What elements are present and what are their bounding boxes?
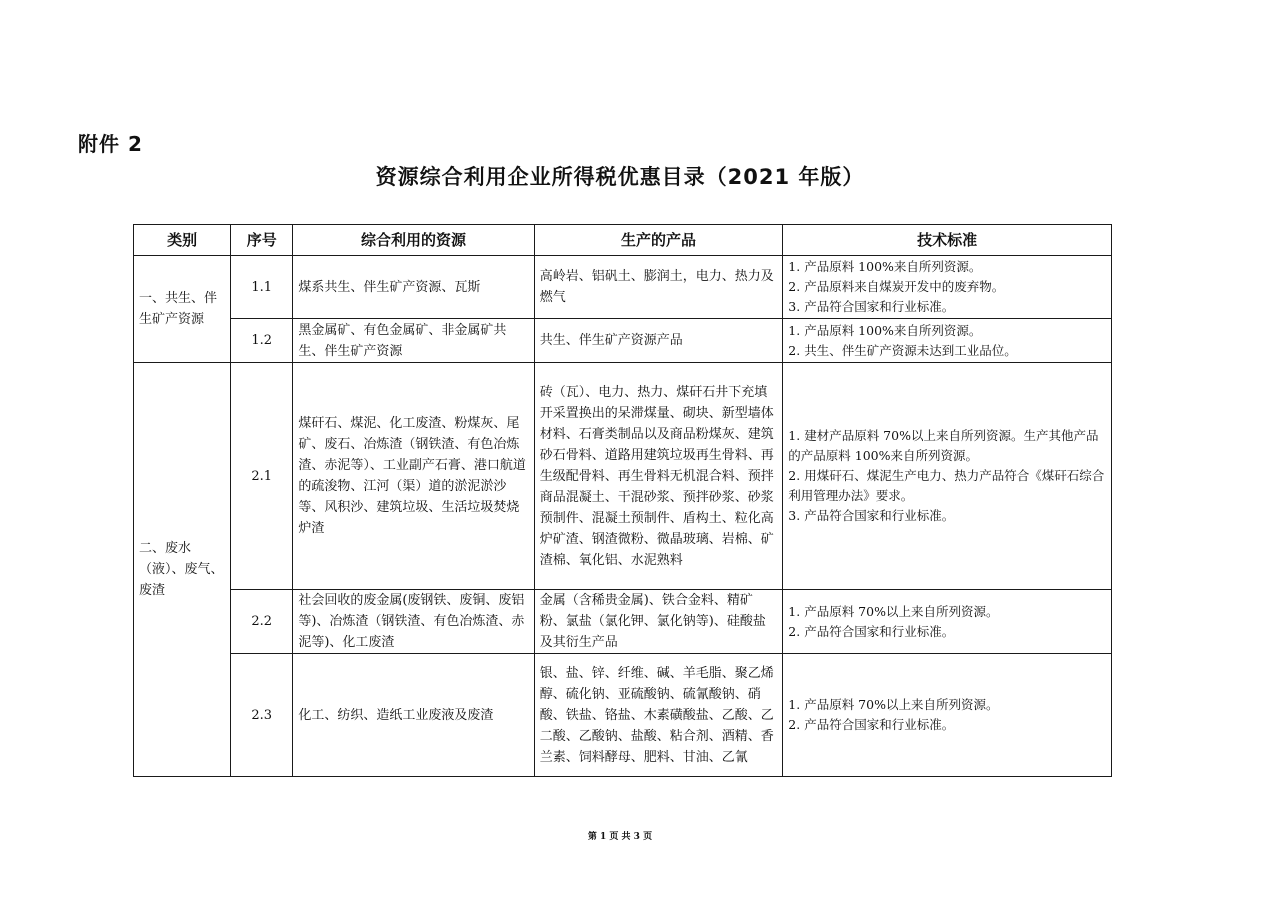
header-seq: 序号 [231,225,293,256]
products-cell: 金属（含稀贵金属)、铁合金料、精矿粉、氯盐（氯化钾、氯化钠等)、硅酸盐及其衍生产品 [534,590,783,654]
standard-line: 2. 用煤矸石、煤泥生产电力、热力产品符合《煤矸石综合利用管理办法》要求。 [788,468,1105,503]
seq-cell: 1.1 [231,256,293,319]
document-title: 资源综合利用企业所得税优惠目录（2021 年版） [375,165,865,189]
attachment-label: 附件 2 [78,132,143,156]
header-standards: 技术标准 [783,225,1112,256]
products-cell: 高岭岩、铝矾土、膨润土，电力、热力及燃气 [534,256,783,319]
standard-line: 1. 产品原料 100%来自所列资源。 [788,259,982,274]
standards-cell [783,590,1112,654]
table-row [134,256,1112,319]
standards-cell [783,654,1112,777]
resource-cell: 黑金属矿、有色金属矿、非金属矿共生、伴生矿产资源 [293,319,534,363]
products-cell: 砖（瓦）、电力、热力、煤矸石井下充填开采置换出的呆滞煤量、砌块、新型墙体材料、石膏类制品以及商品粉煤灰、建筑砂石骨料、道路用建筑垃圾再生骨料、再生级配骨料、再生骨料无机混合料、预拌商品混凝土、干混砂浆、预拌砂浆、砂浆预制件、混凝土预制件、盾构土、粒化高炉矿渣、钢渣微粉、微晶玻璃、岩棉、矿渣棉、氧化铝、水泥熟料 [534,363,783,590]
standard-line: 1. 产品原料 100%来自所列资源。 [788,322,982,338]
category-cell: 二、废水（液）、废气、废渣 [134,363,231,777]
header-products: 生产的产品 [534,225,783,256]
seq-cell: 2.3 [231,654,293,777]
standard-line: 1. 建材产品原料 70%以上来自所列资源。生产其他产品的产品原料 100%来自所列资源。 [788,428,1099,463]
resource-cell: 煤系共生、伴生矿产资源、瓦斯 [293,256,534,319]
table-row [134,319,1112,363]
standard-line: 1. 产品原料 70%以上来自所列资源。 [788,603,999,619]
seq-cell: 2.2 [231,590,293,654]
standard-line: 3. 产品符合国家和行业标准。 [788,508,955,523]
seq-cell: 1.2 [231,319,293,363]
table-row [134,654,1112,777]
standard-line: 2. 产品原料来自煤炭开发中的废弃物。 [788,279,1005,294]
products-cell: 银、盐、锌、纤维、碱、羊毛脂、聚乙烯醇、硫化钠、亚硫酸钠、硫氰酸钠、硝酸、铁盐、铬盐、木素磺酸盐、乙酸、乙二酸、乙酸钠、盐酸、粘合剂、酒精、香兰素、饲料酵母、肥料、甘油、乙氰 [534,654,783,777]
standard-line: 2. 共生、伴生矿产资源未达到工业品位。 [788,342,1017,358]
resource-cell: 社会回收的废金属(废钢铁、废铜、废铝等)、冶炼渣（钢铁渣、有色冶炼渣、赤泥等)、化工废渣 [293,590,534,654]
standard-line: 1. 产品原料 70%以上来自所列资源。 [788,697,999,712]
seq-cell: 2.1 [231,363,293,590]
standard-line: 2. 产品符合国家和行业标准。 [788,623,955,639]
table-header-row [134,225,1112,256]
standard-line: 2. 产品符合国家和行业标准。 [788,717,955,732]
standard-line: 3. 产品符合国家和行业标准。 [788,299,955,314]
category-cell: 一、共生、伴生矿产资源 [134,256,231,363]
standards-cell [783,363,1112,590]
products-cell: 共生、伴生矿产资源产品 [534,319,783,363]
catalog-table [133,224,1112,777]
standards-cell [783,319,1112,363]
header-category: 类别 [134,225,231,256]
standards-cell [783,256,1112,319]
page-footer: 第 1 页 共 3 页 [587,832,653,842]
resource-cell: 煤矸石、煤泥、化工废渣、粉煤灰、尾矿、废石、冶炼渣（钢铁渣、有色冶炼渣、赤泥等）、工业副产石膏、港口航道的疏浚物、江河（渠）道的淤泥淤沙等、风积沙、建筑垃圾、生活垃圾焚烧炉渣 [293,363,534,590]
header-resource: 综合利用的资源 [293,225,534,256]
table-row [134,363,1112,590]
table-row [134,590,1112,654]
resource-cell: 化工、纺织、造纸工业废液及废渣 [293,654,534,777]
